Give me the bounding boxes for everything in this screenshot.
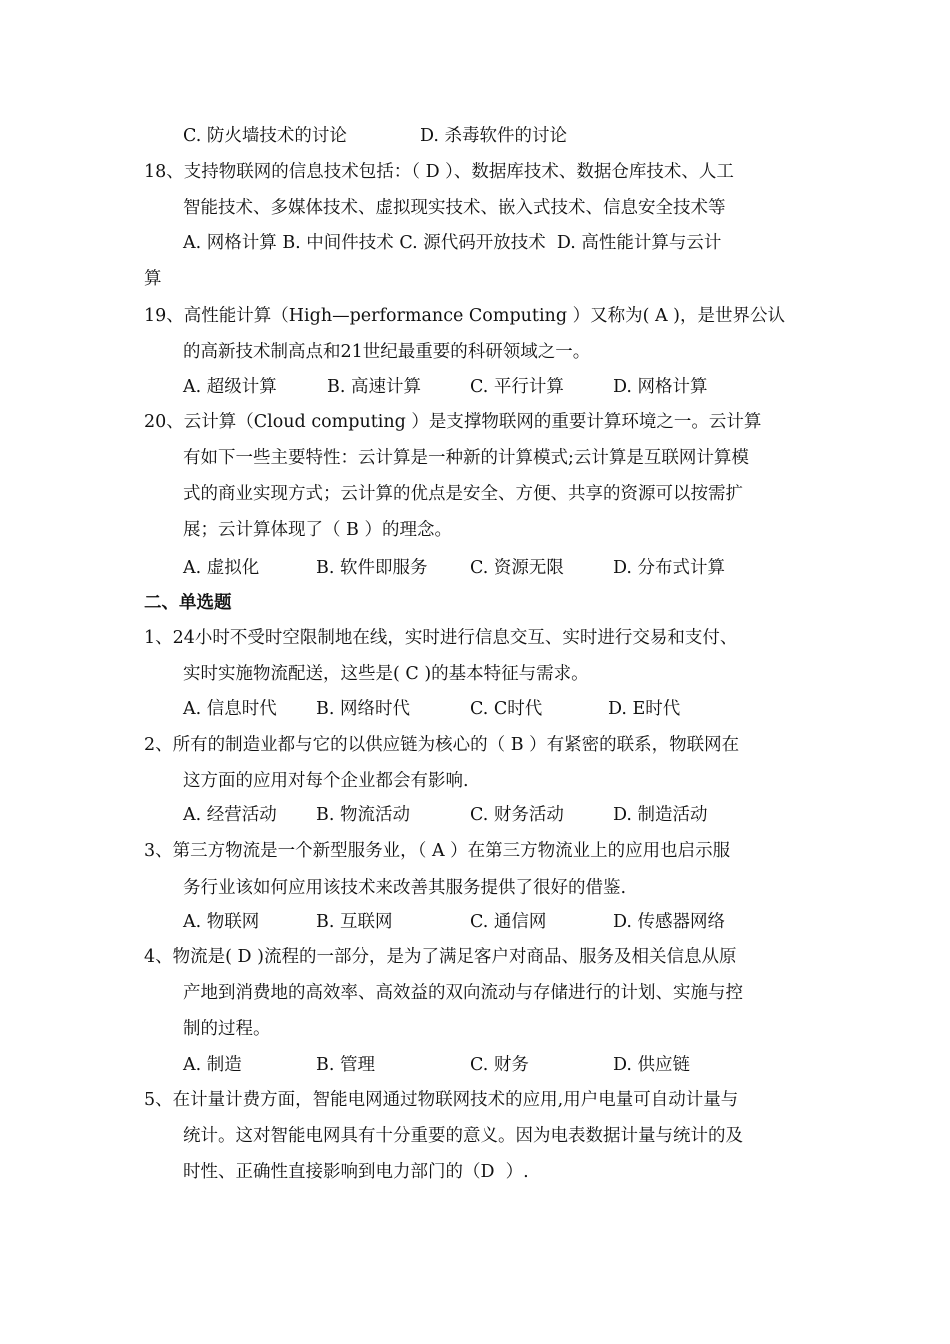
option-s1a: A. 信息时代 xyxy=(183,699,277,719)
section-heading: 二、单选题 xyxy=(144,593,232,613)
sq-5-cont1: 统计。这对智能电网具有十分重要的意义。因为电表数据计量与统计的及 xyxy=(183,1126,743,1146)
sq-5: 5、在计量计费方面，智能电网通过物联网技术的应用,用户电量可自动计量与 xyxy=(144,1090,739,1110)
question-20-cont1: 有如下一些主要特性：云计算是一种新的计算模式;云计算是互联网计算模 xyxy=(183,448,749,468)
option-s2a: A. 经营活动 xyxy=(183,805,277,825)
question-20-cont3: 展；云计算体现了（ B ）的理念。 xyxy=(183,520,452,540)
option-19b: B. 高速计算 xyxy=(327,377,421,397)
option-s3d: D. 传感器网络 xyxy=(613,912,726,932)
sq-4-cont1: 产地到消费地的高效率、高效益的双向流动与存储进行的计划、实施与控 xyxy=(183,983,743,1003)
option-20b: B. 软件即服务 xyxy=(316,558,428,578)
sq-2: 2、所有的制造业都与它的以供应链为核心的（ B ）有紧密的联系，物联网在 xyxy=(144,735,740,755)
sq-2-cont: 这方面的应用对每个企业都会有影响. xyxy=(183,771,469,791)
option-s2b: B. 物流活动 xyxy=(316,805,410,825)
sq-4-cont2: 制的过程。 xyxy=(183,1019,271,1039)
sq-1-cont: 实时实施物流配送，这些是( C )的基本特征与需求。 xyxy=(183,664,589,684)
option-s3a: A. 物联网 xyxy=(183,912,260,932)
question-18-cont: 智能技术、多媒体技术、虚拟现实技术、嵌入式技术、信息安全技术等 xyxy=(183,198,726,218)
option-19d: D. 网格计算 xyxy=(613,377,708,397)
option-s2c: C. 财务活动 xyxy=(470,805,564,825)
sq-4: 4、物流是( D )流程的一部分，是为了满足客户对商品、服务及相关信息从原 xyxy=(144,947,737,967)
option-s4a: A. 制造 xyxy=(183,1055,242,1075)
option-s4b: B. 管理 xyxy=(316,1055,375,1075)
option-20c: C. 资源无限 xyxy=(470,558,564,578)
question-20-cont2: 式的商业实现方式；云计算的优点是安全、方便、共享的资源可以按需扩 xyxy=(183,484,743,504)
sq-3: 3、第三方物流是一个新型服务业，（ A ）在第三方物流业上的应用也启示服 xyxy=(144,841,731,861)
option-s1b: B. 网络时代 xyxy=(316,699,410,719)
question-18: 18、支持物联网的信息技术包括：（ D ）、数据库技术、数据仓库技术、人工 xyxy=(144,162,734,182)
question-18-options: A. 网格计算 B. 中间件技术 C. 源代码开放技术 D. 高性能计算与云计 xyxy=(183,233,722,253)
option-17d: D. 杀毒软件的讨论 xyxy=(420,126,568,146)
option-20d: D. 分布式计算 xyxy=(613,558,726,578)
question-18-options-cont: 算 xyxy=(144,269,162,289)
question-19-cont: 的高新技术制高点和21世纪最重要的科研领域之一。 xyxy=(183,342,591,362)
option-s3b: B. 互联网 xyxy=(316,912,393,932)
option-s1c: C. C时代 xyxy=(470,699,543,719)
option-19c: C. 平行计算 xyxy=(470,377,564,397)
sq-5-cont2: 时性、正确性直接影响到电力部门的（D ）. xyxy=(183,1162,529,1182)
option-17c: C. 防火墙技术的讨论 xyxy=(183,126,347,146)
question-20: 20、云计算（Cloud computing ）是支撑物联网的重要计算环境之一。云计算 xyxy=(144,412,762,432)
option-s4d: D. 供应链 xyxy=(613,1055,691,1075)
option-19a: A. 超级计算 xyxy=(183,377,277,397)
sq-3-cont: 务行业该如何应用该技术来改善其服务提供了很好的借鉴. xyxy=(183,878,627,898)
sq-1: 1、24小时不受时空限制地在线，实时进行信息交互、实时进行交易和支付、 xyxy=(144,628,738,648)
option-s1d: D. E时代 xyxy=(608,699,681,719)
option-20a: A. 虚拟化 xyxy=(183,558,260,578)
option-s2d: D. 制造活动 xyxy=(613,805,708,825)
option-s4c: C. 财务 xyxy=(470,1055,529,1075)
option-s3c: C. 通信网 xyxy=(470,912,547,932)
question-19: 19、高性能计算（High—performance Computing ）又称为( A )，是世界公认 xyxy=(144,306,785,326)
